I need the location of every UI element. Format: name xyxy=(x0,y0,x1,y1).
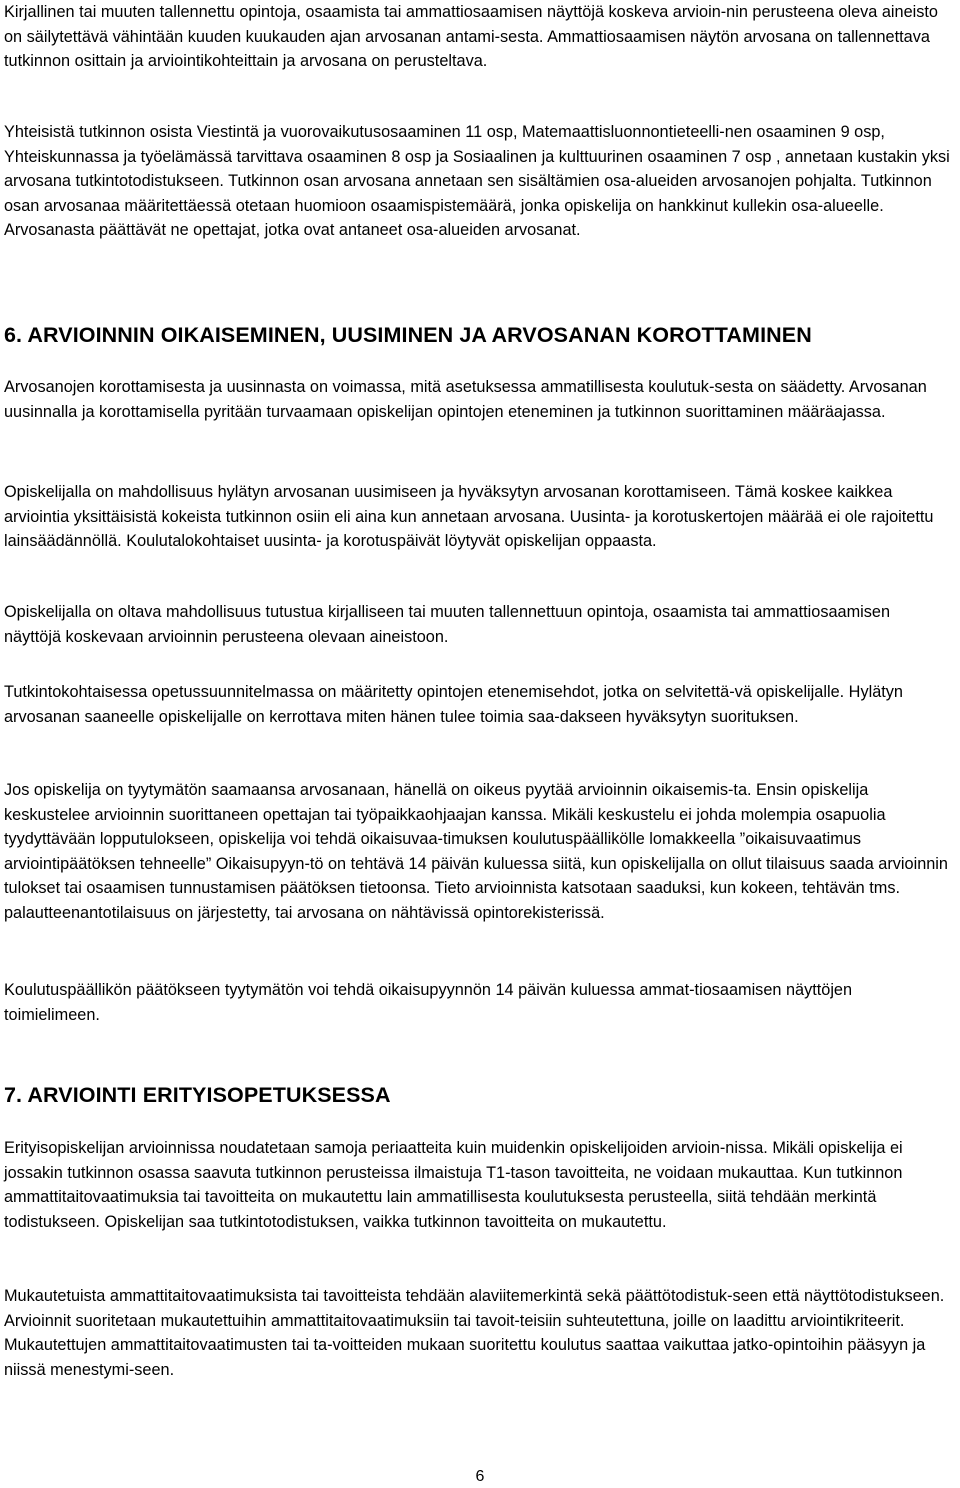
section-7-heading: 7. ARVIOINTI ERITYISOPETUKSESSA xyxy=(4,1083,391,1107)
paragraph-rectification-request: Jos opiskelija on tyytymätön saamaansa arvosanaan, hänellä on oikeus pyytää arvioinnin oikaisemis-ta. Ensin opiskelija keskustelee arvioinnin suorittaneen opettajan tai työpaikkaohjaajan kanssa. Mikäli keskustelu ei johda molempia osapuolia tyydyttävään lopputulokseen, opiskelija voi tehdä oikaisuvaa-timuksen koulutuspäällikölle lomakkeella ”oikaisuvaatimus arviointipäätöksen tehneelle” Oikaisupyyn-tö on tehtävä 14 päivän kuluessa siitä, kun opiskelijalla on ollut tilaisuus saada arvioinnin tulokset tai osaamisen tunnustamisen päätöksen tietoonsa. Tieto arvioinnista katsotaan saaduksi, kun kokeen, tehtävän tms. palautteenantotilaisuus on järjestetty, tai arvosana on nähtävissä opintorekisterissä. xyxy=(4,781,948,922)
paragraph-adapted-requirements: Mukautetuista ammattitaitovaatimuksista tai tavoitteista tehdään alaviitemerkintä sekä päättötodistuk-seen että näyttötodistukseen. Arvioinnit suoritetaan mukautettuihin ammattitaitovaatimuksiin tai tavoit-teisiin suhteutettuna, joille on laadittu arviointikriteerit. Mukautettujen ammattitaitovaatimusten tai ta-voitteiden mukaan suoritettu koulutus saattaa vaikuttaa jatko-opintoihin pääsyyn ja niissä menestymi-seen. xyxy=(4,1287,945,1379)
section-6-heading: 6. ARVIOINNIN OIKAISEMINEN, UUSIMINEN JA ARVOSANAN KOROTTAMINEN xyxy=(4,323,812,347)
paragraph-appeal-to-board: Koulutuspäällikön päätökseen tyytymätön voi tehdä oikaisupyynnön 14 päivän kuluessa ammat-tiosaamisen näyttöjen toimielimeen. xyxy=(4,981,853,1024)
paragraph-progress-conditions: Tutkintokohtaisessa opetussuunnitelmassa on määritetty opintojen etenemisehdot, jotka on selvitettä-vä opiskelijalle. Hylätyn arvosanan saaneelle opiskelijalle on kerrottava miten hänen tulee toimia saa-dakseen hyväksytyn suorituksen. xyxy=(4,683,903,726)
paragraph-common-units-grading: Yhteisistä tutkinnon osista Viestintä ja vuorovaikutusosaaminen 11 osp, Matemaattisluonnontieteelli-nen osaaminen 9 osp, Yhteiskunnassa ja työelämässä tarvittava osaaminen 8 osp ja Sosiaalinen ja kulttuurinen osaaminen 7 osp , annetaan kustakin yksi arvosana tutkintotodistukseen. Tutkinnon osan arvosana annetaan sen sisältämien osa-alueiden arvosanojen pohjalta. Tutkinnon osan arvosanaa määritettäessä otetaan huomioon osaamispistemäärä, jonka opiskelija on hankkinut kullekin osa-alueelle. Arvosanasta päättävät ne opettajat, jotka ovat antaneet osa-alueiden arvosanat. xyxy=(4,123,950,240)
page-number: 6 xyxy=(475,1468,485,1485)
paragraph-material-retention: Kirjallinen tai muuten tallennettu opintoja, osaamista tai ammattiosaamisen näyttöjä koskeva arvioin-nin perusteena oleva aineisto on säilytettävä vähintään kuuden kuukauden ajan arvosanan antami-sesta. Ammattiosaamisen näytön arvosana on tallennettava tutkinnon osittain ja arviointikohteittain ja arvosana on perusteltava. xyxy=(4,3,938,71)
paragraph-access-to-material: Opiskelijalla on oltava mahdollisuus tutustua kirjalliseen tai muuten tallennettuun opintoja, osaamista tai ammattiosaamisen näyttöjä koskevaan arvioinnin perusteena olevaan aineistoon. xyxy=(4,603,891,646)
paragraph-special-needs-assessment: Erityisopiskelijan arvioinnissa noudatetaan samoja periaatteita kuin muidenkin opiskelijoiden arvioin-nissa. Mikäli opiskelija ei jossakin tutkinnon osassa saavuta tutkinnon perusteissa ilmaistuja T1-tason tavoitteita, ne voidaan mukauttaa. Kun tutkinnon ammattitaitovaatimuksia tai tavoitteita on mukautettu lain ammatillisesta koulutuksesta perusteella, siitä tehdään merkintä todistukseen. Opiskelijan saa tutkintotodistuksen, vaikka tutkinnon tavoitteita on mukautettu. xyxy=(4,1139,903,1231)
paragraph-grade-improvement-rules: Arvosanojen korottamisesta ja uusinnasta on voimassa, mitä asetuksessa ammatillisesta koulutuk-sesta on säädetty. Arvosanan uusinnalla ja korottamisella pyritään turvaamaan opiskelijan opintojen eteneminen ja tutkinnon suorittaminen määräajassa. xyxy=(4,378,927,421)
paragraph-retake-possibility: Opiskelijalla on mahdollisuus hylätyn arvosanan uusimiseen ja hyväksytyn arvosanan korottamiseen. Tämä koskee kaikkea arviointia yksittäisistä kokeista tutkinnon osiin eli aina kun annetaan arvosana. Uusinta- ja korotuskertojen määrää ei ole rajoitettu lainsäädännöllä. Koulutalokohtaiset uusinta- ja korotuspäivät löytyvät opiskelijan oppaasta. xyxy=(4,483,934,551)
